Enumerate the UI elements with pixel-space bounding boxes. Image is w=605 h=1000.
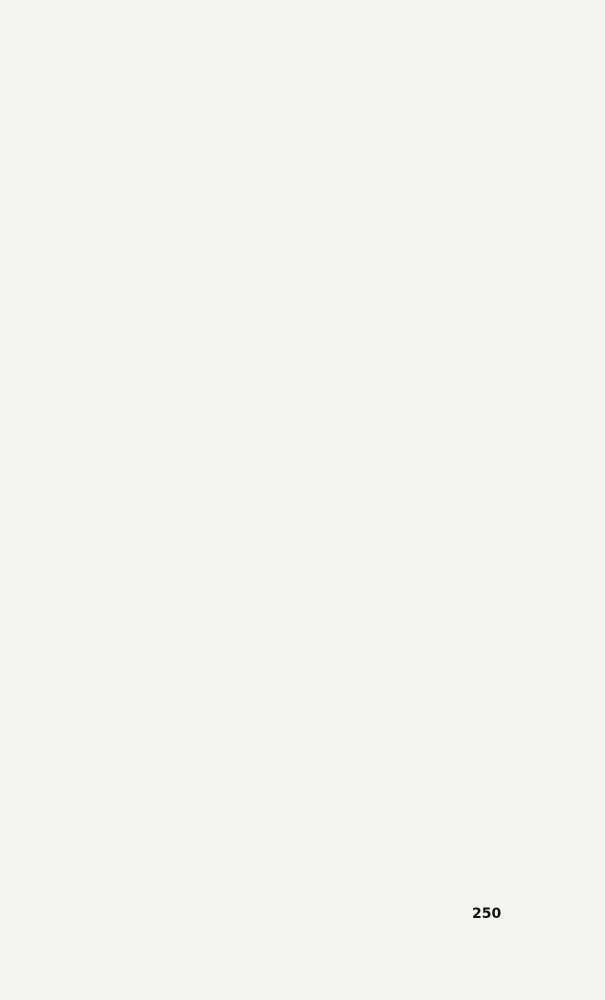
page-number: 250 (472, 906, 502, 922)
